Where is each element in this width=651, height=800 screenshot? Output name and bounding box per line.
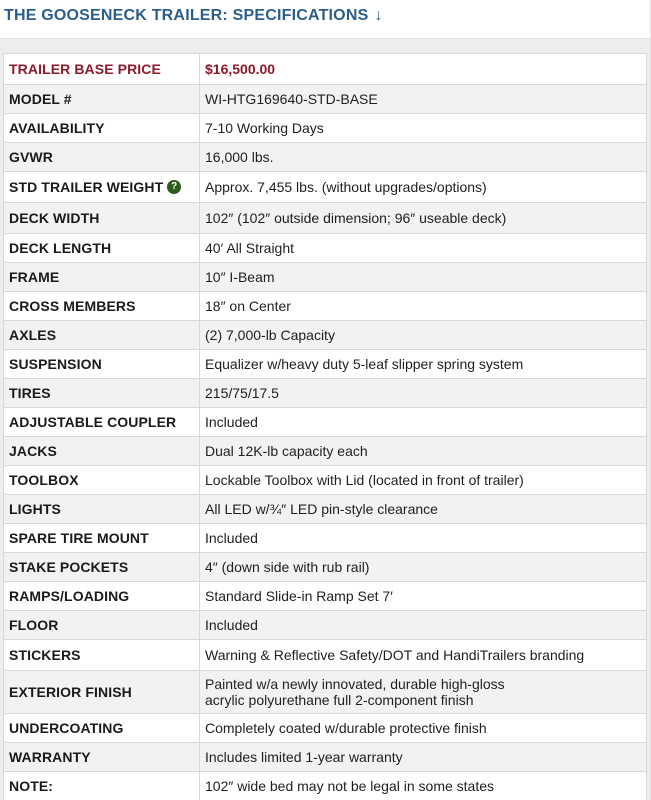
table-row-warranty bbox=[4, 743, 647, 772]
table-row-note bbox=[4, 772, 647, 800]
row-value: Warning & Reflective Safety/DOT and HandiTrailers branding bbox=[200, 640, 647, 671]
row-value: Included bbox=[200, 611, 647, 640]
section-title: THE GOOSENECK TRAILER: SPECIFICATIONS bbox=[4, 7, 369, 24]
row-label: ADJUSTABLE COUPLER bbox=[4, 408, 200, 437]
row-value: Approx. 7,455 lbs. (without upgrades/options) bbox=[200, 172, 647, 203]
row-value: Lockable Toolbox with Lid (located in front of trailer) bbox=[200, 466, 647, 495]
row-value-line: Painted w/a newly innovated, durable high-gloss bbox=[205, 676, 505, 692]
row-label: JACKS bbox=[4, 437, 200, 466]
row-label: STAKE POCKETS bbox=[4, 553, 200, 582]
question-circle-icon[interactable]: ? bbox=[167, 180, 181, 194]
table-row-suspension bbox=[4, 350, 647, 379]
row-label: TOOLBOX bbox=[4, 466, 200, 495]
row-label: DECK WIDTH bbox=[4, 203, 200, 234]
row-label: AVAILABILITY bbox=[4, 114, 200, 143]
table-row-exterior-finish bbox=[4, 671, 647, 714]
table-row-ramps bbox=[4, 582, 647, 611]
row-label: CROSS MEMBERS bbox=[4, 292, 200, 321]
row-label: SPARE TIRE MOUNT bbox=[4, 524, 200, 553]
table-row-undercoating bbox=[4, 714, 647, 743]
row-value-cell bbox=[200, 671, 647, 714]
table-row-toolbox bbox=[4, 466, 647, 495]
section-heading[interactable] bbox=[0, 0, 650, 38]
table-row-gvwr bbox=[4, 143, 647, 172]
table-row-tires bbox=[4, 379, 647, 408]
row-value: Included bbox=[200, 408, 647, 437]
row-label: WARRANTY bbox=[4, 743, 200, 772]
row-value: Completely coated w/durable protective finish bbox=[200, 714, 647, 743]
row-label: TRAILER BASE PRICE bbox=[4, 54, 200, 85]
row-label: STICKERS bbox=[4, 640, 200, 671]
table-row-stickers bbox=[4, 640, 647, 671]
row-label: RAMPS/LOADING bbox=[4, 582, 200, 611]
table-row-deck-width bbox=[4, 203, 647, 234]
row-value: $16,500.00 bbox=[200, 54, 647, 85]
table-row-trailer-weight bbox=[4, 172, 647, 203]
row-value: 102″ wide bed may not be legal in some states bbox=[200, 772, 647, 800]
row-label: LIGHTS bbox=[4, 495, 200, 524]
row-value: Included bbox=[200, 524, 647, 553]
row-label: FLOOR bbox=[4, 611, 200, 640]
table-row-spare-tire bbox=[4, 524, 647, 553]
row-value: 7-10 Working Days bbox=[200, 114, 647, 143]
table-row-axles bbox=[4, 321, 647, 350]
row-value: 16,000 lbs. bbox=[200, 143, 647, 172]
row-label: FRAME bbox=[4, 263, 200, 292]
table-row-stake-pockets bbox=[4, 553, 647, 582]
row-label: MODEL # bbox=[4, 85, 200, 114]
row-value: Standard Slide-in Ramp Set 7′ bbox=[200, 582, 647, 611]
row-value: All LED w/¾″ LED pin-style clearance bbox=[200, 495, 647, 524]
row-value: Includes limited 1-year warranty bbox=[200, 743, 647, 772]
row-label: NOTE: bbox=[4, 772, 200, 800]
row-value: 18″ on Center bbox=[200, 292, 647, 321]
row-label: TIRES bbox=[4, 379, 200, 408]
table-container bbox=[0, 53, 650, 800]
row-label: GVWR bbox=[4, 143, 200, 172]
table-row-frame bbox=[4, 263, 647, 292]
row-label-cell bbox=[4, 172, 200, 203]
table-row-coupler bbox=[4, 408, 647, 437]
table-row-base-price bbox=[4, 54, 647, 85]
table-row-floor bbox=[4, 611, 647, 640]
row-label: SUSPENSION bbox=[4, 350, 200, 379]
row-label: EXTERIOR FINISH bbox=[4, 671, 200, 714]
row-value: 215/75/17.5 bbox=[200, 379, 647, 408]
row-value: 40′ All Straight bbox=[200, 234, 647, 263]
row-value: 10″ I-Beam bbox=[200, 263, 647, 292]
table-row-deck-length bbox=[4, 234, 647, 263]
row-label: STD TRAILER WEIGHT bbox=[9, 178, 164, 195]
row-value-line: acrylic polyurethane full 2-component finish bbox=[205, 692, 474, 708]
specifications-table bbox=[3, 53, 647, 800]
arrow-down-icon: ↓ bbox=[374, 7, 383, 24]
table-row-model bbox=[4, 85, 647, 114]
row-value: Dual 12K-lb capacity each bbox=[200, 437, 647, 466]
row-label: AXLES bbox=[4, 321, 200, 350]
table-top-bar bbox=[0, 38, 650, 53]
row-value: Equalizer w/heavy duty 5-leaf slipper spring system bbox=[200, 350, 647, 379]
row-label: UNDERCOATING bbox=[4, 714, 200, 743]
row-value: (2) 7,000-lb Capacity bbox=[200, 321, 647, 350]
table-row-lights bbox=[4, 495, 647, 524]
row-value: WI-HTG169640-STD-BASE bbox=[200, 85, 647, 114]
row-value: 4″ (down side with rub rail) bbox=[200, 553, 647, 582]
row-label: DECK LENGTH bbox=[4, 234, 200, 263]
row-value: 102″ (102″ outside dimension; 96″ useable deck) bbox=[200, 203, 647, 234]
table-row-jacks bbox=[4, 437, 647, 466]
table-row-availability bbox=[4, 114, 647, 143]
table-row-cross-members bbox=[4, 292, 647, 321]
